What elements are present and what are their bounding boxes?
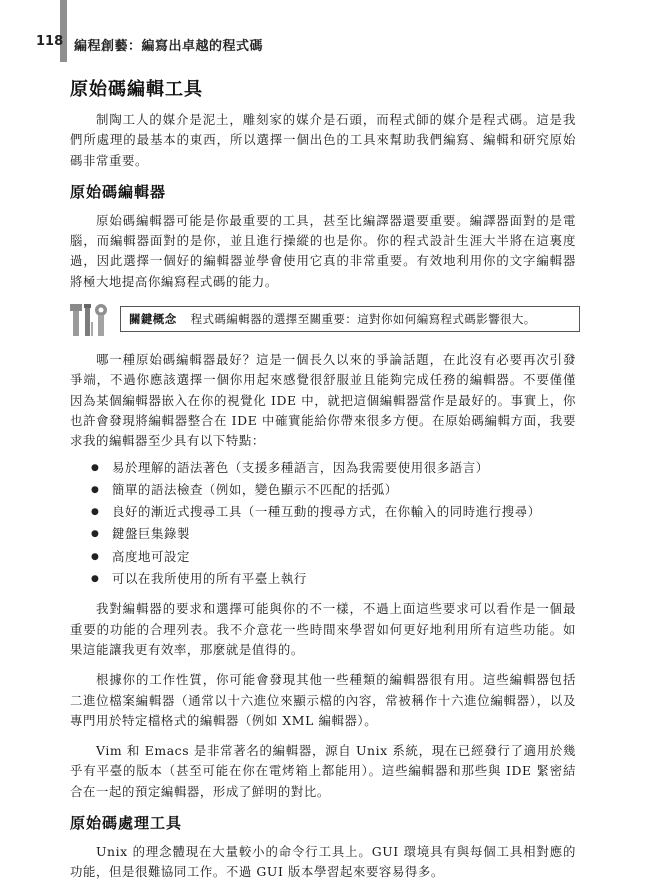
editor-paragraph-4: 根據你的工作性質，你可能會發現其他一些種類的編輯器很有用。這些編輯器包括二進位檔案編輯器（通常以十六進位來顯示檔的內容，常被稱作十六進位編輯器），以及專門用於特定檔格式的編輯器（例如 XML 編輯器）。 xyxy=(70,672,576,728)
intro-paragraph: 制陶工人的媒介是泥土，雕刻家的媒介是石頭，而程式師的媒介是程式碼。這是我們所處理的最基本的東西，所以選擇一個出色的工具來幫助我們編寫、編輯和研究原始碼非常重要。 xyxy=(70,112,576,168)
feature-list xyxy=(70,458,576,590)
editor-paragraph-3: 我對編輯器的要求和選擇可能與你的不一樣，不過上面這些要求可以看作是一個最重要的功能的合理列表。我不介意花一些時間來學習如何更好地利用所有這些功能。如果這能讓我更有效率，那麼就是值得的。 xyxy=(70,601,576,657)
editor-paragraph-1: 原始碼編輯器可能是你最重要的工具，甚至比編譯器還要重要。編譯器面對的是電腦，而編輯器面對的是你，並且進行操縱的也是你。你的程式設計生涯大半將在這裏度過，因此選擇一個好的編輯器並學會使用它真的非常重要。有效地利用你的文字編輯器將極大地提高你編寫程式碼的能力。 xyxy=(70,212,576,289)
processing-paragraph-1: Unix 的理念體現在大量較小的命令行工具上。GUI 環境具有與每個工具相對應的功能，但是很難協同工作。不過 GUI 版本學習起來要容易得多。 xyxy=(70,844,576,880)
key-concept-callout xyxy=(70,302,576,338)
tools-icon xyxy=(68,302,112,338)
editor-paragraph-5: Vim 和 Emacs 是非常著名的編輯器，源自 Unix 系統，現在已經發行了適用於幾乎有平臺的版本（甚至可能在你在電烤箱上都能用）。這些編輯器和那些與 IDE 緊密結合在一起的預定編輯器，形成了鮮明的對比。 xyxy=(70,743,576,799)
page-content xyxy=(70,72,576,893)
section-heading: 原始碼編輯工具 xyxy=(70,79,203,100)
list-item: ● 易於理解的語法著色（支援多種語言，因為我需要使用很多語言） xyxy=(92,458,576,478)
running-header-title: 編程創藝：編寫出卓越的程式碼 xyxy=(74,39,264,54)
page-number: 118 xyxy=(36,34,64,49)
subsection-heading-processing: 原始碼處理工具 xyxy=(70,814,183,833)
list-item: ● 高度地可設定 xyxy=(92,547,576,567)
list-item: ● 鍵盤巨集錄製 xyxy=(92,524,576,544)
list-item: ● 良好的漸近式搜尋工具（一種互動的搜尋方式，在你輸入的同時進行搜尋） xyxy=(92,502,576,522)
header-bar xyxy=(60,0,67,62)
list-item: ● 可以在我所使用的所有平臺上執行 xyxy=(92,569,576,589)
key-concept-box xyxy=(120,306,580,332)
list-item: ● 簡單的語法檢查（例如，變色顯示不匹配的括弧） xyxy=(92,480,576,500)
subsection-heading-editor: 原始碼編輯器 xyxy=(70,182,167,201)
key-concept-label: 關鍵概念 xyxy=(129,312,177,327)
key-concept-text: 程式碼編輯器的選擇至關重要：這對你如何編寫程式碼影響很大。 xyxy=(190,312,536,327)
editor-paragraph-2: 哪一種原始碼編輯器最好？這是一個長久以來的爭論話題，在此沒有必要再次引發爭端，不過你應該選擇一個你用起來感覺很舒服並且能夠完成任務的編輯器。不要僅僅因為某個編輯器嵌入在你的視覺化 IDE 中，就把這個編輯器當作是最好的。事實上，你也許會發現將編輯器整合在 IDE 中確實能給你帶來很多方便。在原始碼編輯方面，我要求我的編輯器至少具有以下特點： xyxy=(70,352,576,449)
